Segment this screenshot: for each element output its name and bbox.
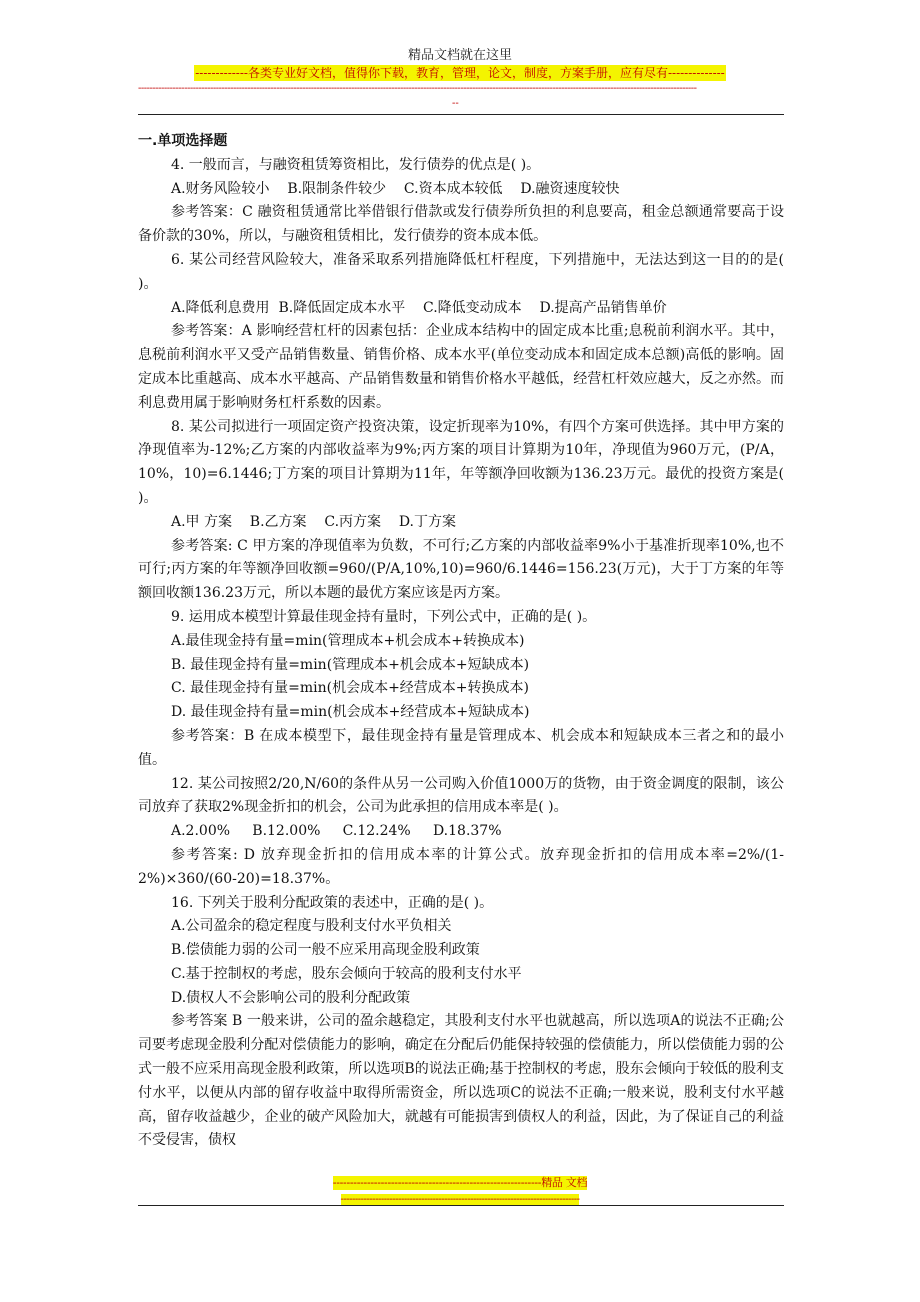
footer-dashes: ----------------------------------------------------------------------------------- <box>340 1194 580 1205</box>
question-6-options: A.降低利息费用 B.降低固定成本水平 C.降低变动成本 D.提高产品销售单价 <box>171 299 667 316</box>
header-rule <box>138 114 784 115</box>
footer-banner: -------------------------------------------------------------精品 文档 <box>332 1176 588 1189</box>
question-8-options: A.甲 方案 B.乙方案 C.丙方案 D.丁方案 <box>171 513 456 530</box>
question-16-option-b: B.偿债能力弱的公司一般不应采用高现金股利政策 <box>171 942 480 959</box>
question-12-answer: 参考答案: D 放弃现金折扣的信用成本率的计算公式。放弃现金折扣的信用成本率=2%/(1-2%)×360/(60-20)=18.37%。 <box>138 846 784 887</box>
question-4-options: A.财务风险较小 B.限制条件较少 C.资本成本较低 D.融资速度较快 <box>171 180 620 197</box>
question-9-answer: 参考答案：B 在成本模型下，最佳现金持有量是管理成本、机会成本和短缺成本三者之和的最小值。 <box>138 727 784 768</box>
footer-rule <box>138 1205 784 1206</box>
question-9-option-c: C. 最佳现金持有量=min(机会成本+经营成本+转换成本) <box>171 680 529 697</box>
header-banner-wrap <box>0 62 920 81</box>
question-9-option-d: D. 最佳现金持有量=min(机会成本+经营成本+短缺成本) <box>171 704 530 721</box>
header-dashes: -------------------------------------------------------------------------------------------------------------------------------------------------------------------------------------------------- <box>138 83 697 94</box>
question-16-stem: 16. 下列关于股利分配政策的表述中，正确的是( )。 <box>171 894 494 911</box>
header-banner: -------------各类专业好文档，值得你下载，教育，管理，论文，制度，方案手册，应有尽有-------------- <box>195 66 725 80</box>
question-8-stem: 8. 某公司拟进行一项固定资产投资决策，设定折现率为10%，有四个方案可供选择。其中甲方案的净现值率为-12%;乙方案的内部收益率为9%;丙方案的项目计算期为10年，净现值为960万元，(P/A，10%，10)=6.1446;丁方案的项目计算期为11年，年等额净回收额为136.23万元。最优的投资方案是( )。 <box>138 418 784 506</box>
question-16-option-a: A.公司盈余的稳定程度与股利支付水平负相关 <box>171 918 452 935</box>
question-4-answer: 参考答案：C 融资租赁通常比举借银行借款或发行债券所负担的利息要高，租金总额通常要高于设备价款的30%，所以，与融资租赁相比，发行债券的资本成本低。 <box>138 204 784 245</box>
question-4-stem: 4. 一般而言，与融资租赁筹资相比，发行债券的优点是( )。 <box>171 156 541 173</box>
section-title: 一.单项选择题 <box>138 133 228 149</box>
question-6-answer: 参考答案：A 影响经营杠杆的因素包括：企业成本结构中的固定成本比重;息税前利润水平。其中，息税前利润水平又受产品销售数量、销售价格、成本水平(单位变动成本和固定成本总额)高低的影响。固定成本比重越高、成本水平越高、产品销售数量和销售价格水平越低，经营杠杆效应越大，反之亦然。而利息费用属于影响财务杠杆系数的因素。 <box>138 323 784 411</box>
header-title: 精品文档就在这里 <box>407 48 512 63</box>
question-6-stem: 6. 某公司经营风险较大，准备采取系列措施降低杠杆程度，下列措施中，无法达到这一目的的是( )。 <box>138 251 784 292</box>
document-body <box>138 130 784 1153</box>
question-16-option-d: D.债权人不会影响公司的股利分配政策 <box>171 989 411 1006</box>
header-dashes-tail: -- <box>452 98 459 109</box>
question-16-option-c: C.基于控制权的考虑，股东会倾向于较高的股利支付水平 <box>171 965 522 982</box>
question-16-answer: 参考答案 B 一般来讲，公司的盈余越稳定，其股利支付水平也就越高，所以选项A的说法不正确;公司要考虑现金股利分配对偿债能力的影响，确定在分配后仍能保持较强的偿债能力，所以偿债能力弱的公式一般不应采用高现金股利政策，所以选项B的说法正确;基于控制权的考虑，股东会倾向于较低的股利支付水平，以便从内部的留存收益中取得所需资金，所以选项C的说法不正确;一般来说，股利支付水平越高，留存收益越少，企业的破产风险加大，就越有可能损害到债权人的利益，因此，为了保证自己的利益不受侵害，债权 <box>138 1013 784 1149</box>
question-9-option-b: B. 最佳现金持有量=min(管理成本+机会成本+短缺成本) <box>171 656 530 673</box>
footer-dashes-wrap <box>0 1187 920 1206</box>
question-8-answer: 参考答案: C 甲方案的净现值率为负数，不可行;乙方案的内部收益率9%小于基准折现率10%,也不可行;丙方案的年等额净回收额=960/(P/A,10%,10)=960/6.1446=156.23(万元)，大于丁方案的年等额回收额136.23万元，所以本题的最优方案应该是丙方案。 <box>138 537 784 602</box>
question-12-stem: 12. 某公司按照2/20,N/60的条件从另一公司购入价值1000万的货物，由于资金调度的限制，该公司放弃了获取2%现金折扣的机会，公司为此承担的信用成本率是( )。 <box>138 775 784 816</box>
question-9-stem: 9. 运用成本模型计算最佳现金持有量时，下列公式中，正确的是( )。 <box>171 608 597 625</box>
question-9-option-a: A.最佳现金持有量=min(管理成本+机会成本+转换成本) <box>171 632 525 649</box>
question-12-options: A.2.00% B.12.00% C.12.24% D.18.37% <box>171 823 502 840</box>
